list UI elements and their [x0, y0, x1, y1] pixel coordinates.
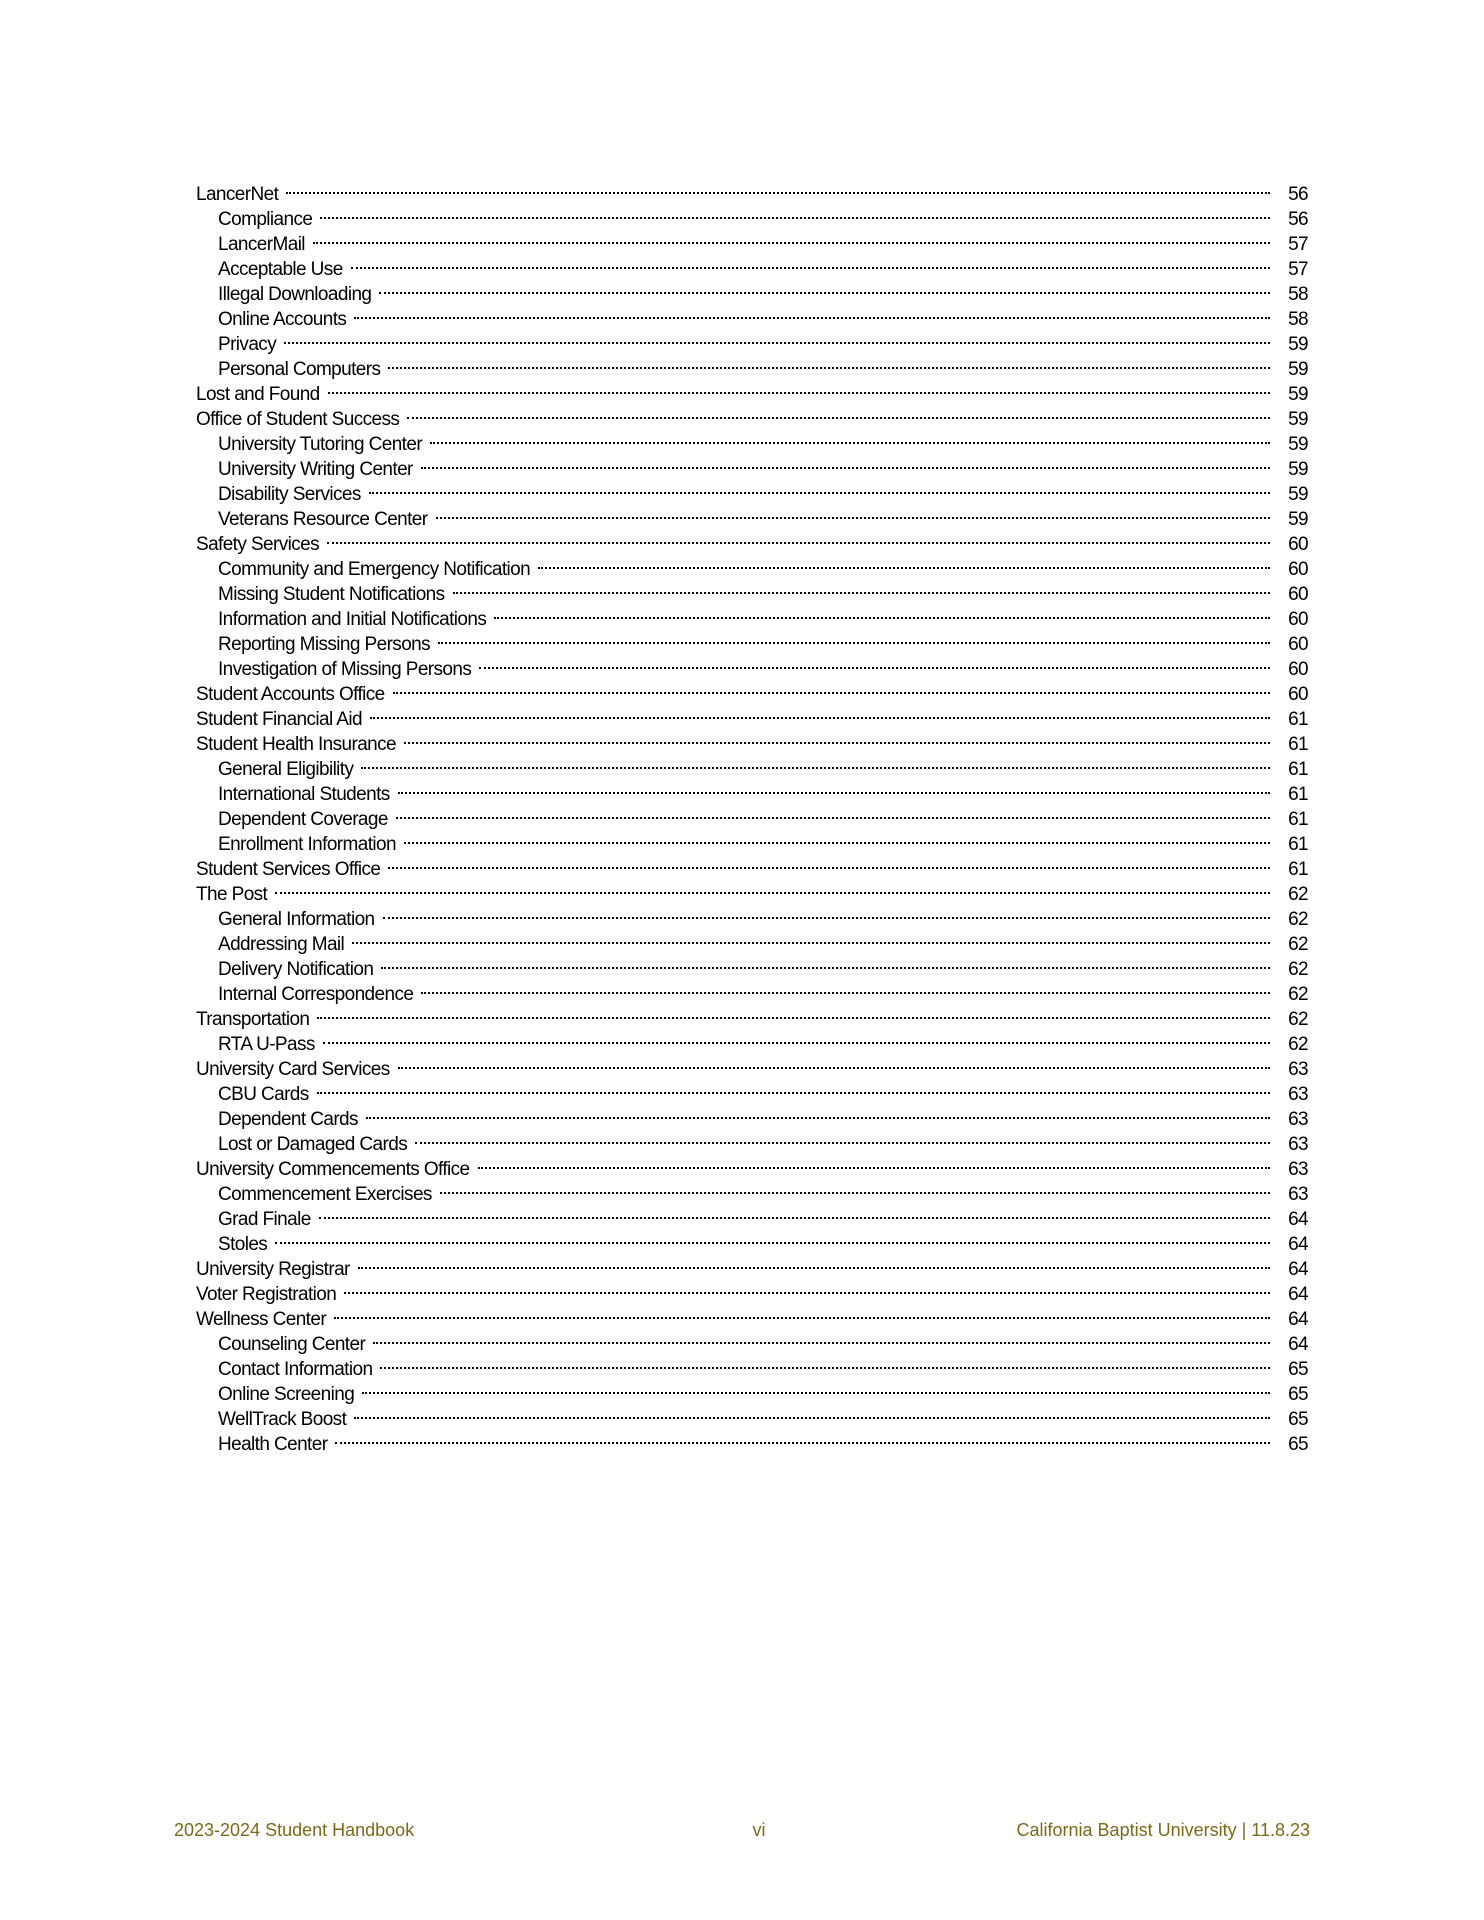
toc-entry-page-number: 57	[1288, 234, 1308, 255]
toc-entry-page-number: 59	[1288, 484, 1308, 505]
toc-entry-page-number: 60	[1288, 659, 1308, 680]
toc-dot-leader	[320, 200, 1270, 225]
toc-entry-page-number: 63	[1288, 1134, 1308, 1155]
toc-entry-page-number: 60	[1288, 684, 1308, 705]
toc-entry-title: Addressing Mail	[218, 934, 345, 955]
toc-entry-title: Wellness Center	[196, 1309, 327, 1330]
toc-entry-page-number: 61	[1288, 734, 1308, 755]
toc-entry-title: Grad Finale	[218, 1209, 311, 1230]
toc-entry-title: General Information	[218, 909, 375, 930]
toc-entry-title: Reporting Missing Persons	[218, 634, 431, 655]
toc-entry[interactable]	[196, 400, 1308, 430]
toc-dot-leader	[275, 1225, 1270, 1250]
toc-dot-leader	[398, 775, 1270, 800]
toc-entry-page-number: 61	[1288, 759, 1308, 780]
toc-dot-leader	[380, 1350, 1270, 1375]
toc-entry[interactable]	[196, 1425, 1308, 1455]
toc-entry-title: Student Health Insurance	[196, 734, 397, 755]
toc-entry-page-number: 63	[1288, 1084, 1308, 1105]
toc-entry-title: The Post	[196, 884, 268, 905]
table-of-contents	[196, 175, 1308, 1455]
toc-entry-page-number: 59	[1288, 384, 1308, 405]
toc-entry[interactable]	[196, 925, 1308, 955]
toc-entry-title: Commencement Exercises	[218, 1184, 432, 1205]
toc-entry-page-number: 62	[1288, 884, 1308, 905]
toc-entry-page-number: 56	[1288, 209, 1308, 230]
toc-dot-leader	[415, 1125, 1270, 1150]
toc-entry-page-number: 60	[1288, 559, 1308, 580]
toc-dot-leader	[351, 250, 1270, 275]
toc-entry[interactable]	[196, 1300, 1308, 1330]
toc-entry[interactable]	[196, 375, 1308, 405]
toc-entry[interactable]	[196, 325, 1308, 355]
toc-entry-page-number: 59	[1288, 509, 1308, 530]
toc-dot-leader	[286, 175, 1270, 200]
toc-entry-page-number: 59	[1288, 359, 1308, 380]
toc-entry-title: Delivery Notification	[218, 959, 374, 980]
toc-dot-leader	[494, 600, 1270, 625]
toc-dot-leader	[404, 725, 1270, 750]
toc-entry-title: Online Screening	[218, 1384, 355, 1405]
toc-dot-leader	[440, 1175, 1270, 1200]
toc-entry[interactable]	[196, 1250, 1308, 1280]
toc-entry[interactable]	[196, 275, 1308, 305]
toc-dot-leader	[538, 550, 1270, 575]
toc-entry-title: Illegal Downloading	[218, 284, 372, 305]
toc-entry[interactable]	[196, 1275, 1308, 1305]
toc-entry[interactable]	[196, 1325, 1308, 1355]
toc-entry[interactable]	[196, 175, 1308, 205]
page-footer	[174, 1820, 1310, 1844]
toc-dot-leader	[323, 1025, 1270, 1050]
toc-entry-page-number: 58	[1288, 284, 1308, 305]
toc-entry[interactable]	[196, 1400, 1308, 1430]
toc-entry[interactable]	[196, 225, 1308, 255]
toc-dot-leader	[334, 1300, 1270, 1325]
toc-entry-title: LancerMail	[218, 234, 305, 255]
toc-entry-title: Safety Services	[196, 534, 319, 555]
toc-entry-page-number: 65	[1288, 1384, 1308, 1405]
toc-entry-page-number: 63	[1288, 1109, 1308, 1130]
toc-entry-title: Privacy	[218, 334, 277, 355]
toc-dot-leader	[317, 1000, 1270, 1025]
toc-entry-page-number: 64	[1288, 1209, 1308, 1230]
toc-dot-leader	[335, 1425, 1270, 1450]
toc-entry-page-number: 62	[1288, 984, 1308, 1005]
toc-entry[interactable]	[196, 750, 1308, 780]
toc-dot-leader	[398, 1050, 1270, 1075]
toc-entry-page-number: 62	[1288, 934, 1308, 955]
toc-dot-leader	[358, 1250, 1270, 1275]
toc-dot-leader	[361, 750, 1270, 775]
toc-entry-title: Acceptable Use	[218, 259, 343, 280]
toc-entry-title: Health Center	[218, 1434, 328, 1455]
toc-entry-title: Student Financial Aid	[196, 709, 362, 730]
toc-entry-page-number: 63	[1288, 1159, 1308, 1180]
toc-entry-page-number: 61	[1288, 709, 1308, 730]
toc-entry[interactable]	[196, 550, 1308, 580]
toc-entry[interactable]	[196, 1200, 1308, 1230]
toc-entry-title: Enrollment Information	[218, 834, 396, 855]
toc-entry[interactable]	[196, 200, 1308, 230]
toc-entry-title: Dependent Coverage	[218, 809, 388, 830]
toc-entry-page-number: 61	[1288, 784, 1308, 805]
toc-entry-title: CBU Cards	[218, 1084, 309, 1105]
toc-dot-leader	[478, 1150, 1270, 1175]
toc-entry[interactable]	[196, 250, 1308, 280]
toc-entry-page-number: 61	[1288, 859, 1308, 880]
toc-entry-page-number: 60	[1288, 584, 1308, 605]
toc-entry-title: Voter Registration	[196, 1284, 337, 1305]
toc-entry-title: International Students	[218, 784, 390, 805]
toc-entry-page-number: 59	[1288, 459, 1308, 480]
toc-dot-leader	[362, 1375, 1270, 1400]
toc-dot-leader	[453, 575, 1270, 600]
toc-entry-title: Dependent Cards	[218, 1109, 358, 1130]
toc-entry[interactable]	[196, 1100, 1308, 1130]
toc-entry-page-number: 59	[1288, 334, 1308, 355]
toc-entry-page-number: 64	[1288, 1259, 1308, 1280]
footer-handbook-title: 2023-2024 Student Handbook	[174, 1820, 415, 1840]
toc-entry-title: Compliance	[218, 209, 313, 230]
toc-dot-leader	[381, 950, 1270, 975]
toc-entry-page-number: 59	[1288, 434, 1308, 455]
toc-entry-title: University Writing Center	[218, 459, 413, 480]
toc-dot-leader	[396, 800, 1270, 825]
toc-entry-page-number: 61	[1288, 834, 1308, 855]
toc-dot-leader	[383, 900, 1270, 925]
toc-entry-title: Information and Initial Notifications	[218, 609, 487, 630]
toc-entry-page-number: 65	[1288, 1434, 1308, 1455]
toc-entry-page-number: 58	[1288, 309, 1308, 330]
toc-dot-leader	[370, 700, 1270, 725]
toc-entry-title: Stoles	[218, 1234, 268, 1255]
toc-entry-page-number: 64	[1288, 1284, 1308, 1305]
toc-entry-page-number: 62	[1288, 1034, 1308, 1055]
toc-dot-leader	[275, 875, 1270, 900]
toc-entry-title: Disability Services	[218, 484, 361, 505]
toc-dot-leader	[313, 225, 1270, 250]
toc-entry-title: Lost and Found	[196, 384, 320, 405]
toc-dot-leader	[436, 500, 1271, 525]
toc-entry-title: University Card Services	[196, 1059, 390, 1080]
toc-entry[interactable]	[196, 1225, 1308, 1255]
toc-entry-title: LancerNet	[196, 184, 279, 205]
toc-entry-page-number: 64	[1288, 1309, 1308, 1330]
toc-entry[interactable]	[196, 875, 1308, 905]
toc-entry-page-number: 60	[1288, 634, 1308, 655]
toc-entry[interactable]	[196, 950, 1308, 980]
toc-dot-leader	[366, 1100, 1270, 1125]
toc-entry[interactable]	[196, 1075, 1308, 1105]
toc-dot-leader	[430, 425, 1270, 450]
toc-entry-title: Student Accounts Office	[196, 684, 385, 705]
toc-entry-page-number: 65	[1288, 1409, 1308, 1430]
toc-dot-leader	[344, 1275, 1270, 1300]
toc-entry[interactable]	[196, 900, 1308, 930]
footer-university-date: California Baptist University | 11.8.23	[1016, 1820, 1310, 1840]
toc-entry-title: Contact Information	[218, 1359, 373, 1380]
toc-entry-page-number: 61	[1288, 809, 1308, 830]
toc-entry[interactable]	[196, 1000, 1308, 1030]
toc-entry-title: Internal Correspondence	[218, 984, 414, 1005]
toc-entry-title: Investigation of Missing Persons	[218, 659, 472, 680]
toc-entry-title: University Tutoring Center	[218, 434, 423, 455]
toc-entry-page-number: 64	[1288, 1234, 1308, 1255]
toc-dot-leader	[319, 1200, 1270, 1225]
toc-entry-title: Personal Computers	[218, 359, 381, 380]
footer-page-number: vi	[752, 1820, 766, 1840]
toc-entry[interactable]	[196, 775, 1308, 805]
toc-dot-leader	[479, 650, 1270, 675]
toc-dot-leader	[373, 1325, 1270, 1350]
toc-dot-leader	[388, 350, 1270, 375]
toc-entry[interactable]	[196, 1050, 1308, 1080]
toc-dot-leader	[388, 850, 1270, 875]
toc-entry-page-number: 65	[1288, 1359, 1308, 1380]
toc-entry[interactable]	[196, 525, 1308, 555]
toc-entry-page-number: 60	[1288, 609, 1308, 630]
toc-entry-title: Office of Student Success	[196, 409, 400, 430]
toc-entry-title: Missing Student Notifications	[218, 584, 445, 605]
toc-dot-leader	[421, 450, 1270, 475]
toc-entry-title: RTA U-Pass	[218, 1034, 315, 1055]
toc-entry-title: University Commencements Office	[196, 1159, 470, 1180]
toc-dot-leader	[317, 1075, 1270, 1100]
toc-entry-title: Veterans Resource Center	[218, 509, 428, 530]
toc-dot-leader	[438, 625, 1270, 650]
toc-entry-page-number: 64	[1288, 1334, 1308, 1355]
toc-entry-page-number: 63	[1288, 1184, 1308, 1205]
toc-dot-leader	[354, 1400, 1270, 1425]
toc-dot-leader	[393, 675, 1270, 700]
toc-dot-leader	[354, 300, 1270, 325]
toc-entry-page-number: 62	[1288, 1009, 1308, 1030]
toc-entry-page-number: 63	[1288, 1059, 1308, 1080]
toc-entry[interactable]	[196, 1025, 1308, 1055]
toc-entry-title: WellTrack Boost	[218, 1409, 347, 1430]
toc-entry-title: University Registrar	[196, 1259, 350, 1280]
toc-entry-page-number: 56	[1288, 184, 1308, 205]
toc-entry-title: Online Accounts	[218, 309, 347, 330]
toc-dot-leader	[327, 525, 1270, 550]
toc-dot-leader	[404, 825, 1270, 850]
toc-dot-leader	[328, 375, 1270, 400]
toc-entry-title: Student Services Office	[196, 859, 381, 880]
toc-entry[interactable]	[196, 1375, 1308, 1405]
toc-dot-leader	[352, 925, 1270, 950]
toc-entry-title: General Eligibility	[218, 759, 354, 780]
toc-entry-title: Lost or Damaged Cards	[218, 1134, 408, 1155]
toc-entry-page-number: 57	[1288, 259, 1308, 280]
toc-dot-leader	[407, 400, 1270, 425]
toc-entry-page-number: 62	[1288, 959, 1308, 980]
toc-dot-leader	[379, 275, 1270, 300]
toc-entry-title: Counseling Center	[218, 1334, 366, 1355]
toc-dot-leader	[369, 475, 1270, 500]
toc-entry[interactable]	[196, 350, 1308, 380]
toc-entry[interactable]	[196, 300, 1308, 330]
toc-entry-page-number: 60	[1288, 534, 1308, 555]
toc-entry-page-number: 59	[1288, 409, 1308, 430]
toc-entry-title: Community and Emergency Notification	[218, 559, 531, 580]
toc-entry-page-number: 62	[1288, 909, 1308, 930]
toc-dot-leader	[284, 325, 1270, 350]
toc-dot-leader	[421, 975, 1270, 1000]
toc-entry-title: Transportation	[196, 1009, 310, 1030]
